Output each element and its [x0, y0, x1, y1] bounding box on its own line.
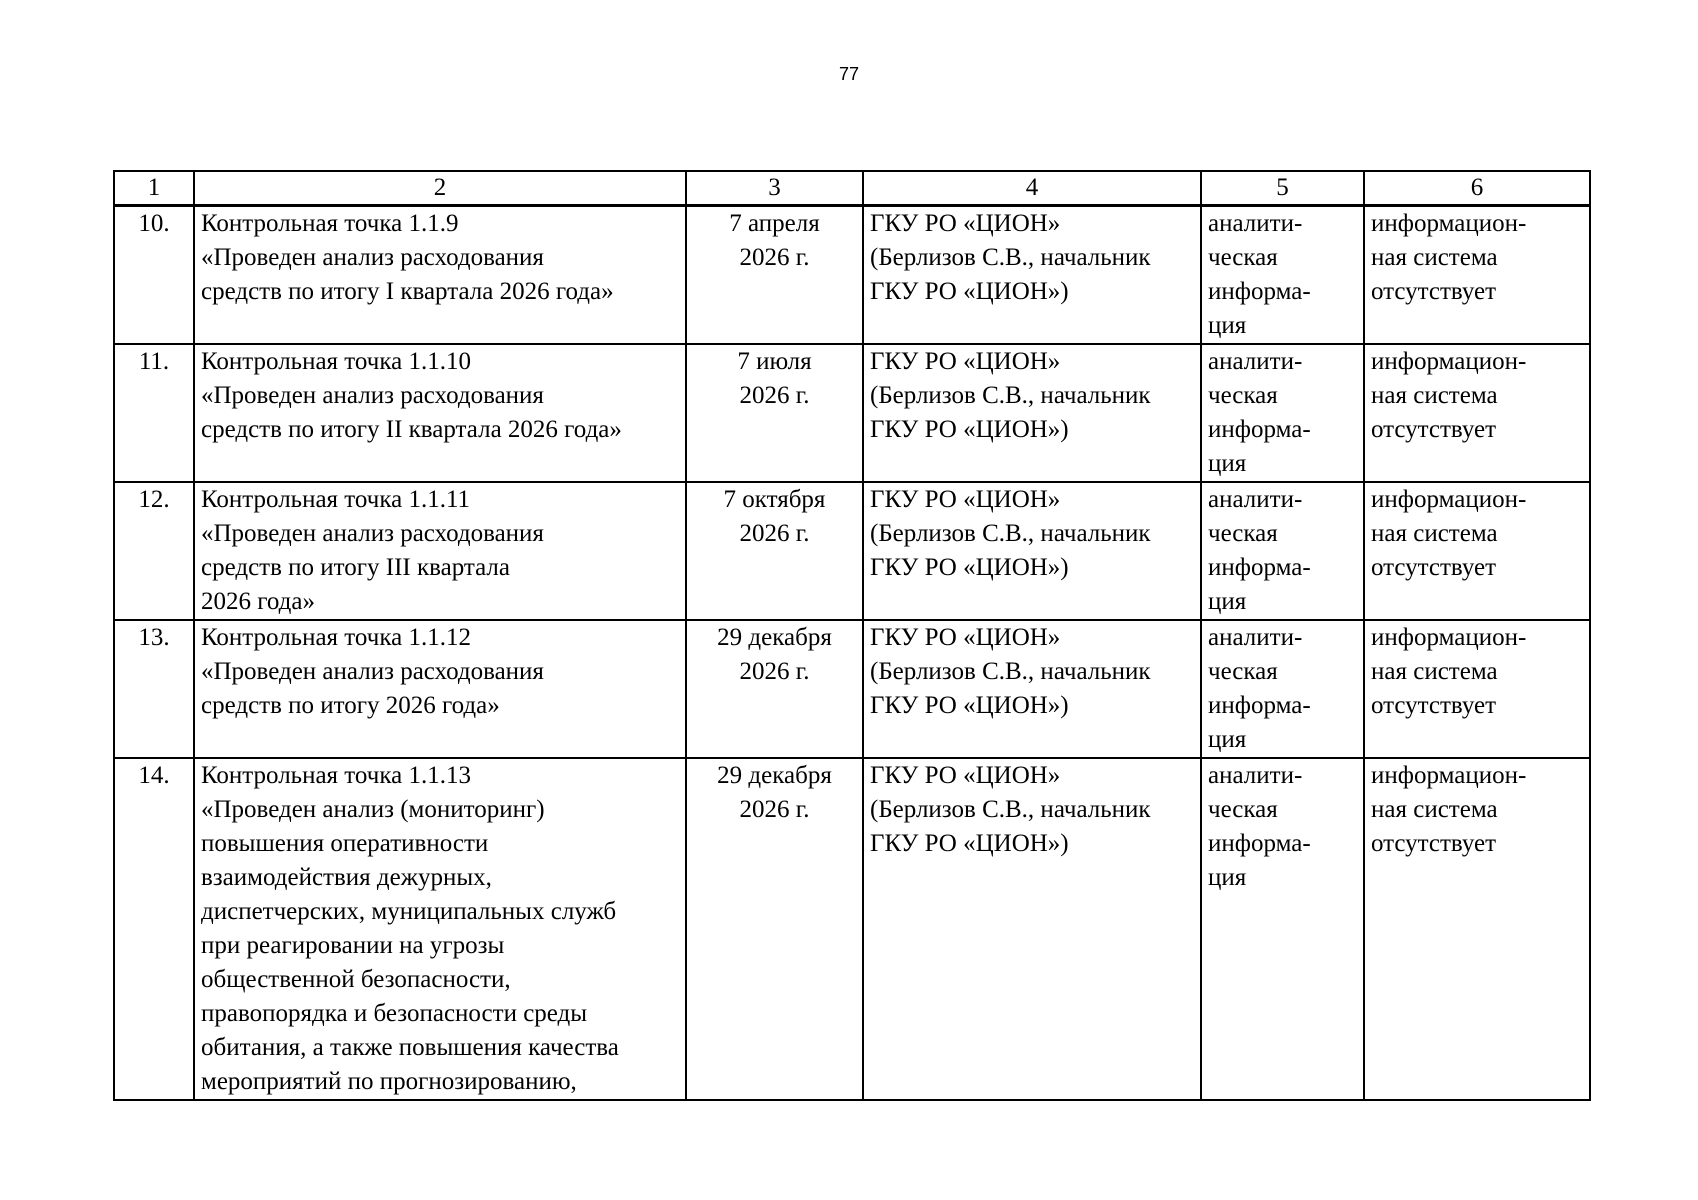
document-type: аналити- ческая информа- ция [1201, 206, 1364, 345]
row-number: 13. [114, 620, 194, 758]
info-system: информацион- ная система отсутствует [1364, 620, 1590, 758]
checkpoint-description: Контрольная точка 1.1.13 «Проведен анализ (мониторинг) повышения оперативности взаимодействия дежурных, диспетчерских, муниципальных служб при реагировании на угрозы общественной безопасности, правопорядка и безопасности среды обитания, а также повышения качества мероприятий по прогнозированию, [194, 758, 686, 1100]
info-system: информацион- ная система отсутствует [1364, 482, 1590, 620]
row-number: 10. [114, 206, 194, 345]
responsible-party: ГКУ РО «ЦИОН» (Берлизов С.В., начальник ГКУ РО «ЦИОН») [863, 206, 1201, 345]
column-number: 3 [686, 171, 863, 206]
column-number: 1 [114, 171, 194, 206]
responsible-party: ГКУ РО «ЦИОН» (Берлизов С.В., начальник ГКУ РО «ЦИОН») [863, 344, 1201, 482]
deadline-date: 29 декабря 2026 г. [686, 758, 863, 1100]
column-number: 6 [1364, 171, 1590, 206]
info-system: информацион- ная система отсутствует [1364, 344, 1590, 482]
info-system: информацион- ная система отсутствует [1364, 758, 1590, 1100]
column-number: 2 [194, 171, 686, 206]
checkpoint-description: Контрольная точка 1.1.10 «Проведен анализ расходования средств по итогу II квартала 2026 года» [194, 344, 686, 482]
checkpoint-description: Контрольная точка 1.1.12 «Проведен анализ расходования средств по итогу 2026 года» [194, 620, 686, 758]
column-number-row [114, 171, 1590, 206]
responsible-party: ГКУ РО «ЦИОН» (Берлизов С.В., начальник ГКУ РО «ЦИОН») [863, 620, 1201, 758]
responsible-party: ГКУ РО «ЦИОН» (Берлизов С.В., начальник ГКУ РО «ЦИОН») [863, 758, 1201, 1100]
row-number: 11. [114, 344, 194, 482]
checkpoint-description: Контрольная точка 1.1.9 «Проведен анализ расходования средств по итогу I квартала 2026 года» [194, 206, 686, 345]
document-type: аналити- ческая информа- ция [1201, 344, 1364, 482]
checkpoint-description: Контрольная точка 1.1.11 «Проведен анализ расходования средств по итогу III квартала 2026 года» [194, 482, 686, 620]
document-type: аналити- ческая информа- ция [1201, 482, 1364, 620]
row-number: 14. [114, 758, 194, 1100]
row-number: 12. [114, 482, 194, 620]
table-row [114, 620, 1590, 758]
table-row [114, 758, 1590, 1100]
responsible-party: ГКУ РО «ЦИОН» (Берлизов С.В., начальник ГКУ РО «ЦИОН») [863, 482, 1201, 620]
document-type: аналити- ческая информа- ция [1201, 620, 1364, 758]
page-number: 77 [838, 64, 860, 84]
deadline-date: 7 апреля 2026 г. [686, 206, 863, 345]
deadline-date: 29 декабря 2026 г. [686, 620, 863, 758]
deadline-date: 7 октября 2026 г. [686, 482, 863, 620]
column-number: 4 [863, 171, 1201, 206]
table-row [114, 206, 1590, 345]
plan-table [113, 170, 1591, 1101]
info-system: информацион- ная система отсутствует [1364, 206, 1590, 345]
column-number: 5 [1201, 171, 1364, 206]
document-type: аналити- ческая информа- ция [1201, 758, 1364, 1100]
deadline-date: 7 июля 2026 г. [686, 344, 863, 482]
table-row [114, 344, 1590, 482]
table-row [114, 482, 1590, 620]
